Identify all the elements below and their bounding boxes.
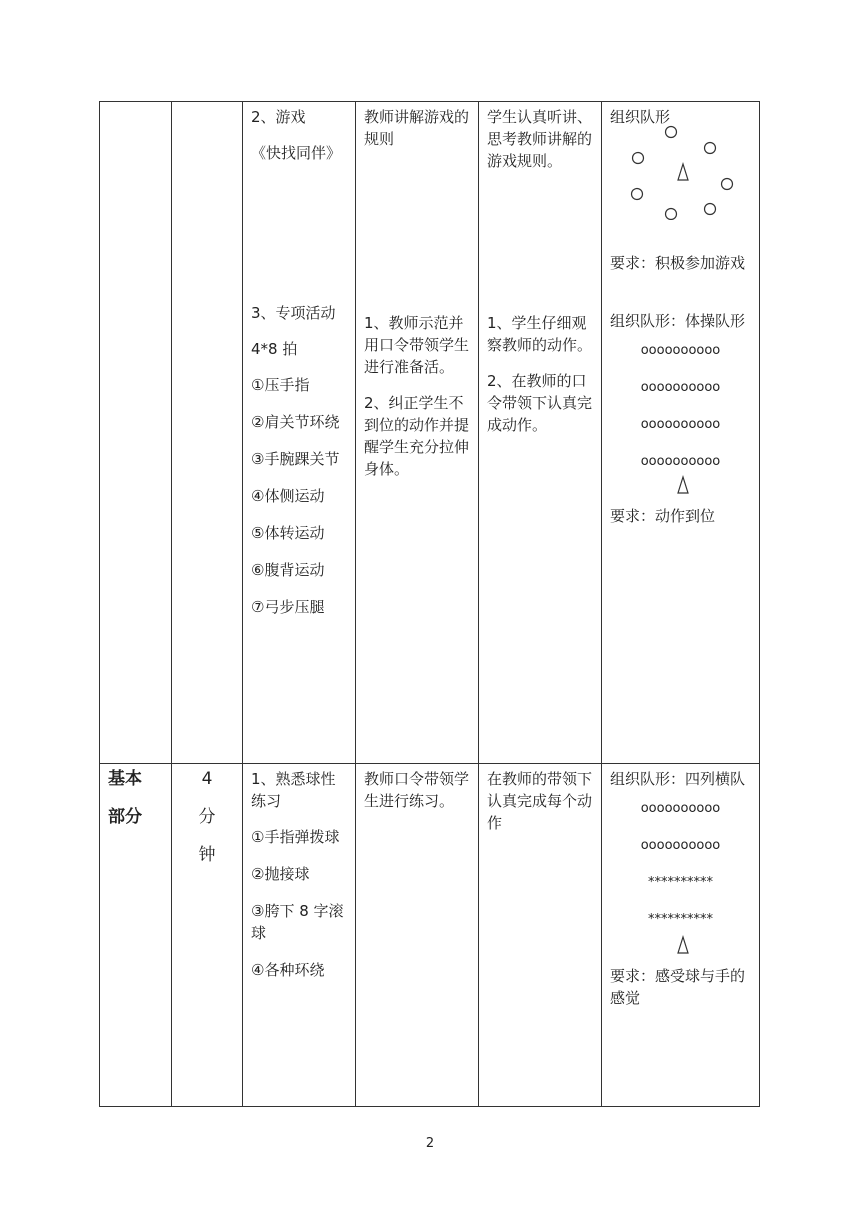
formation-row: oooooooooo (640, 838, 721, 853)
list-item: ③手腕踝关节 (251, 450, 340, 468)
part-cell (100, 764, 172, 1107)
student-text-2: 2、在教师的口令带领下认真完成动作。 (487, 372, 593, 434)
organization-cell (602, 764, 760, 1107)
page-number: 2 (425, 1136, 435, 1151)
list-item: ①压手指 (251, 376, 310, 394)
time-cell (172, 102, 243, 764)
requirement-1: 要求：积极参加游戏 (610, 254, 746, 272)
teacher-text: 教师口令带领学生进行练习。 (364, 770, 470, 810)
teacher-triangle-icon (610, 931, 750, 959)
formation-label-2: 组织队形：体操队形 (610, 312, 746, 330)
student-circle-icon (633, 153, 644, 164)
teacher-text-1: 1、教师示范并用口令带领学生进行准备活。 (364, 314, 470, 376)
formation-row: oooooooooo (640, 343, 721, 358)
formation-label: 组织队形：四列横队 (610, 770, 746, 788)
teacher-text-2: 2、纠正学生不到位的动作并提醒学生充分拉伸身体。 (364, 394, 470, 478)
formation-label-1: 组织队形 (610, 108, 671, 126)
teacher-cell (356, 764, 479, 1107)
formation-row: oooooooooo (640, 417, 721, 432)
student-circle-icon (666, 127, 677, 138)
student-game-text: 学生认真听讲、思考教师讲解的游戏规则。 (487, 108, 593, 170)
student-circle-icon (666, 209, 677, 220)
student-cell (479, 764, 602, 1107)
formation-row: ********** (648, 912, 713, 927)
list-item: ②肩关节环绕 (251, 413, 340, 431)
game-title: 2、游戏 (251, 108, 306, 126)
lesson-plan-table (99, 101, 760, 1107)
time-number: 4 (201, 769, 213, 789)
formation-row: ********** (648, 875, 713, 890)
list-item: ⑦弓步压腿 (251, 598, 325, 616)
game-name: 《快找同伴》 (251, 144, 342, 162)
list-item: ⑥腹背运动 (251, 561, 325, 579)
list-item: ①手指弹拨球 (251, 828, 340, 846)
formation-row: oooooooooo (640, 380, 721, 395)
teacher-triangle-icon (678, 164, 688, 180)
organization-cell (602, 102, 760, 764)
formation-row: oooooooooo (640, 801, 721, 816)
part-label-1: 基本 (108, 769, 142, 789)
student-circle-icon (632, 189, 643, 200)
list-item: ②抛接球 (251, 865, 310, 883)
table-row (100, 102, 760, 764)
list-item: ④各种环绕 (251, 961, 325, 979)
exercise-title: 1、熟悉球性练习 (251, 770, 336, 810)
time-cell (172, 764, 243, 1107)
special-title: 3、专项活动 (251, 304, 336, 322)
circle-formation-diagram (610, 120, 750, 220)
time-unit-2: 钟 (198, 845, 216, 865)
student-circle-icon (705, 204, 716, 215)
part-cell (100, 102, 172, 764)
list-item: ⑤体转运动 (251, 524, 325, 542)
list-item: ④体侧运动 (251, 487, 325, 505)
content-cell (243, 102, 356, 764)
time-unit-1: 分 (198, 807, 216, 827)
student-text-1: 1、学生仔细观察教师的动作。 (487, 314, 593, 354)
table-row (100, 764, 760, 1107)
teacher-cell (356, 102, 479, 764)
student-circle-icon (722, 179, 733, 190)
student-cell (479, 102, 602, 764)
teacher-game-text: 教师讲解游戏的规则 (364, 108, 470, 148)
requirement-2: 要求：动作到位 (610, 507, 716, 525)
student-text: 在教师的带领下认真完成每个动作 (487, 770, 593, 832)
part-label-2: 部分 (108, 807, 142, 827)
student-circle-icon (705, 143, 716, 154)
formation-row: oooooooooo (640, 454, 721, 469)
list-item: ③胯下 8 字滚球 (251, 902, 344, 942)
teacher-triangle-icon (610, 473, 750, 497)
content-cell (243, 764, 356, 1107)
special-beats: 4*8 拍 (251, 340, 298, 358)
requirement: 要求：感受球与手的感觉 (610, 967, 746, 1007)
